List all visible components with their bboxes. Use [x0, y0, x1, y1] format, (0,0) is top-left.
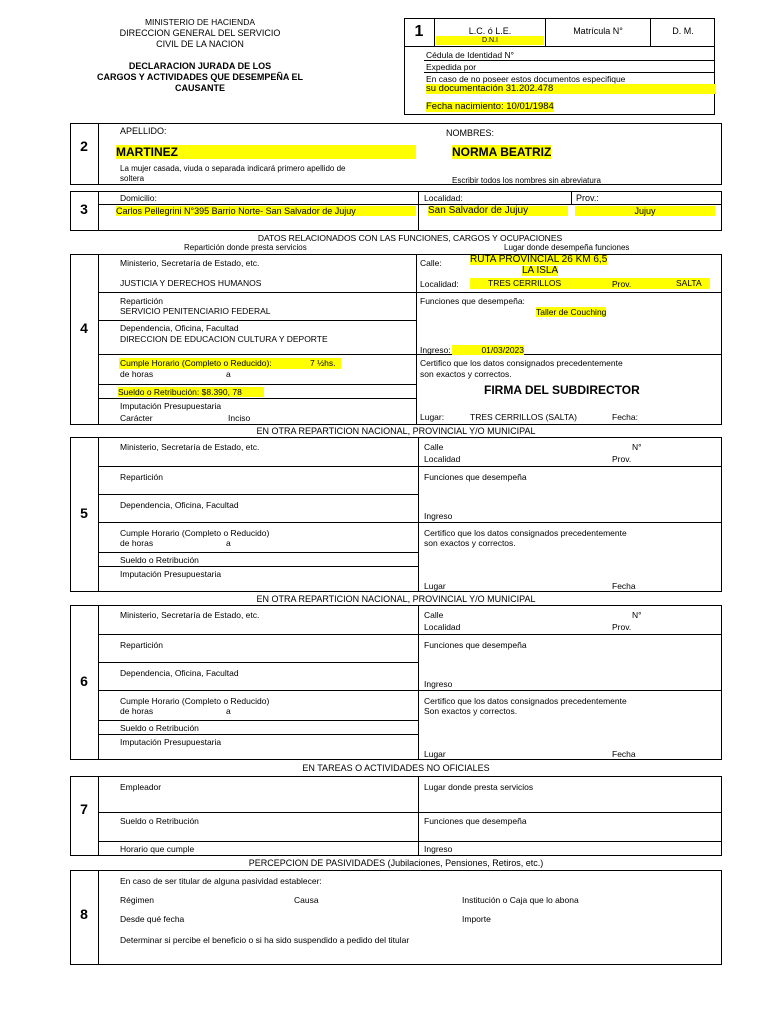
matricula-label[interactable]: Matrícula N° — [573, 26, 623, 36]
certifico-line2: son exactos y correctos. — [420, 369, 512, 379]
s6-imputacion-label[interactable]: Imputación Presupuestaria — [120, 737, 222, 747]
domicilio-field[interactable]: Carlos Pellegrini N°395 Barrio Norte- San Salvador de Jujuy — [116, 206, 416, 216]
section-3-number: 3 — [80, 201, 88, 217]
section-5-title: EN OTRA REPARTICION NACIONAL, PROVINCIAL Y/O MUNICIPAL — [256, 426, 536, 436]
apellido-field[interactable]: MARTINEZ — [116, 145, 416, 159]
fecha-label: Fecha: — [612, 412, 638, 422]
calle-label: Calle: — [420, 258, 442, 268]
domicilio-label: Domicilio: — [120, 193, 157, 203]
s8-regimen-label[interactable]: Régimen — [120, 895, 155, 905]
section-1-number: 1 — [414, 23, 424, 40]
s5-prov-label[interactable]: Prov. — [612, 454, 632, 464]
a-label: a — [226, 369, 231, 379]
s5-imputacion-label[interactable]: Imputación Presupuestaria — [120, 569, 222, 579]
s5-certifico-line2: son exactos y correctos. — [424, 538, 516, 548]
s6-ingreso-label[interactable]: Ingreso — [424, 679, 453, 689]
lc-le-label: L.C. ó L.E. — [468, 26, 512, 36]
dni-label: D.N.I — [436, 36, 544, 45]
lugar-label: Lugar: — [420, 412, 445, 422]
form-title-line3: CAUSANTE — [174, 83, 225, 93]
form-title-line2: CARGOS Y ACTIVIDADES QUE DESEMPEÑA EL — [96, 72, 304, 82]
section-5-number: 5 — [80, 505, 88, 521]
s5-ingreso-label[interactable]: Ingreso — [424, 511, 453, 521]
caso-label: En caso de no poseer estos documentos especifique — [426, 74, 626, 84]
s5-fecha-label[interactable]: Fecha — [612, 581, 636, 591]
s6-sueldo-label[interactable]: Sueldo o Retribución — [120, 723, 199, 733]
s5-localidad-label[interactable]: Localidad — [424, 454, 461, 464]
s6-localidad-label[interactable]: Localidad — [424, 622, 461, 632]
ministerio-field[interactable]: JUSTICIA Y DERECHOS HUMANOS — [120, 278, 262, 288]
datos-sub-left: Repartición donde presta servicios — [184, 243, 307, 252]
section-8-number: 8 — [80, 906, 88, 922]
apellido-label: APELLIDO: — [120, 126, 167, 136]
horario-label: Cumple Horario (Completo o Reducido): — [120, 358, 272, 368]
localidad-4-label: Localidad: — [420, 279, 459, 289]
nota-casada-1: La mujer casada, viuda o separada indicará primero apellido de — [120, 164, 346, 173]
calle-field[interactable]: RUTA PROVINCIAL 26 KM 6,5 — [470, 254, 608, 265]
lugar-field[interactable]: TRES CERRILLOS (SALTA) — [470, 412, 577, 422]
ministry-label: MINISTERIO DE HACIENDA — [144, 17, 256, 27]
s5-reparticion-label[interactable]: Repartición — [120, 472, 163, 482]
s5-sueldo-label[interactable]: Sueldo o Retribución — [120, 555, 199, 565]
localidad-label: Localidad: — [424, 193, 463, 203]
ingreso-label: Ingreso: — [420, 345, 451, 355]
s6-calle-label[interactable]: Calle — [424, 610, 444, 620]
nota-nombres: Escribir todos los nombres sin abreviatura — [452, 176, 601, 185]
ingreso-field[interactable]: 01/03/2023 — [452, 345, 524, 355]
ministerio-label: Ministerio, Secretaría de Estado, etc. — [120, 258, 260, 268]
dependencia-label: Dependencia, Oficina, Facultad — [120, 323, 239, 333]
s6-horario-label[interactable]: Cumple Horario (Completo o Reducido) — [120, 696, 270, 706]
fecha-nacimiento-field[interactable]: Fecha nacimiento: 10/01/1984 — [426, 101, 554, 112]
s5-numero-label[interactable]: N° — [632, 442, 642, 452]
nombres-field[interactable]: NORMA BEATRIZ — [452, 145, 552, 159]
prov-4-field[interactable]: SALTA — [676, 278, 702, 288]
localidad-field[interactable]: San Salvador de Jujuy — [428, 206, 568, 216]
s5-horario-label[interactable]: Cumple Horario (Completo o Reducido) — [120, 528, 270, 538]
isla-field[interactable]: LA ISLA — [522, 265, 559, 276]
s6-funciones-label[interactable]: Funciones que desempeña — [424, 640, 527, 650]
s5-certifico-line1: Certifico que los datos consignados precedentemente — [424, 528, 627, 538]
funciones-field[interactable]: Taller de Couching — [536, 307, 607, 317]
documentacion-field[interactable]: su documentación 31.202.478 — [426, 84, 716, 94]
s8-causa-label[interactable]: Causa — [294, 895, 319, 905]
s5-dependencia-label[interactable]: Dependencia, Oficina, Facultad — [120, 500, 239, 510]
s7-sueldo-label[interactable]: Sueldo o Retribución — [120, 816, 199, 826]
section-4-number: 4 — [80, 320, 88, 336]
horario-field[interactable]: 7 ½hs. — [310, 358, 336, 368]
nota-casada-2: soltera — [120, 174, 145, 183]
dm-label[interactable]: D. M. — [672, 26, 694, 36]
s7-funciones-label[interactable]: Funciones que desempeña — [424, 816, 527, 826]
section-6-number: 6 — [80, 673, 88, 689]
s7-empleador-label[interactable]: Empleador — [120, 782, 162, 792]
form-title-line1: DECLARACION JURADA DE LOS — [128, 61, 272, 71]
s8-importe-label[interactable]: Importe — [462, 914, 491, 924]
nombres-label: NOMBRES: — [446, 128, 495, 138]
s6-certifico-line2: Son exactos y correctos. — [424, 706, 518, 716]
datos-title: DATOS RELACIONADOS CON LAS FUNCIONES, CARGOS Y OCUPACIONES — [257, 233, 563, 243]
s5-funciones-label[interactable]: Funciones que desempeña — [424, 472, 527, 482]
dependencia-field[interactable]: DIRECCION DE EDUCACION CULTURA Y DEPORTE — [120, 334, 328, 344]
s6-dependencia-label[interactable]: Dependencia, Oficina, Facultad — [120, 668, 239, 678]
s6-a-label: a — [226, 706, 231, 716]
s6-prov-label[interactable]: Prov. — [612, 622, 632, 632]
s8-institucion-label[interactable]: Institución o Caja que lo abona — [462, 895, 579, 905]
s6-ministerio-label[interactable]: Ministerio, Secretaría de Estado, etc. — [120, 610, 260, 620]
datos-sub-right: Lugar donde desempeña funciones — [504, 243, 630, 252]
section-7-number: 7 — [80, 801, 88, 817]
section-2-number: 2 — [80, 138, 88, 154]
imputacion-label: Imputación Presupuestaria — [120, 401, 222, 411]
civil-label: CIVIL DE LA NACION — [156, 39, 244, 49]
de-horas-label: de horas — [120, 369, 154, 379]
s7-lugar-label[interactable]: Lugar donde presta servicios — [424, 782, 534, 792]
firma-subdirector: FIRMA DEL SUBDIRECTOR — [484, 383, 640, 397]
reparticion-field[interactable]: SERVICIO PENITENCIARIO FEDERAL — [120, 306, 271, 316]
s7-horario-label[interactable]: Horario que cumple — [120, 844, 195, 854]
s8-caso-label: En caso de ser titular de alguna pasividad establecer: — [120, 876, 322, 886]
section-6-title: EN OTRA REPARTICION NACIONAL, PROVINCIAL Y/O MUNICIPAL — [256, 594, 536, 604]
caracter-label: Carácter — [120, 413, 153, 423]
s5-calle-label[interactable]: Calle — [424, 442, 444, 452]
s5-a-label: a — [226, 538, 231, 548]
prov-4-label: Prov. — [612, 279, 632, 289]
s6-fecha-label[interactable]: Fecha — [612, 749, 636, 759]
section-8-title: PERCEPCION DE PASIVIDADES (Jubilaciones, Pensiones, Retiros, etc.) — [248, 858, 544, 868]
expedida-field[interactable]: Expedida por — [426, 62, 477, 72]
s5-de-horas-label: de horas — [120, 538, 154, 548]
s5-lugar-label[interactable]: Lugar — [424, 581, 446, 591]
s8-determinar-label[interactable]: Determinar si percibe el beneficio o si ha sido suspendido a pedido del titular — [120, 935, 410, 945]
s6-lugar-label[interactable]: Lugar — [424, 749, 446, 759]
section-7-title: EN TAREAS O ACTIVIDADES NO OFICIALES — [302, 763, 490, 773]
s5-ministerio-label[interactable]: Ministerio, Secretaría de Estado, etc. — [120, 442, 260, 452]
s8-desde-label[interactable]: Desde qué fecha — [120, 914, 185, 924]
localidad-4-field[interactable]: TRES CERRILLOS — [488, 278, 562, 288]
prov-field[interactable]: Jujuy — [575, 206, 715, 216]
prov-label: Prov.: — [576, 193, 599, 203]
s7-ingreso-label[interactable]: Ingreso — [424, 844, 453, 854]
s6-de-horas-label: de horas — [120, 706, 154, 716]
sueldo-field[interactable]: Sueldo o Retribución: $8.390, 78 — [118, 387, 264, 397]
direction-label: DIRECCION GENERAL DEL SERVICIO — [119, 28, 281, 38]
s6-numero-label[interactable]: N° — [632, 610, 642, 620]
inciso-field[interactable]: Inciso — [228, 413, 251, 423]
funciones-label: Funciones que desempeña: — [420, 296, 525, 306]
cedula-field[interactable]: Cédula de Identidad N° — [426, 50, 514, 60]
reparticion-label: Repartición — [120, 296, 163, 306]
certifico-line1: Certifico que los datos consignados precedentemente — [420, 358, 623, 368]
s6-certifico-line1: Certifico que los datos consignados precedentemente — [424, 696, 627, 706]
s6-reparticion-label[interactable]: Repartición — [120, 640, 163, 650]
